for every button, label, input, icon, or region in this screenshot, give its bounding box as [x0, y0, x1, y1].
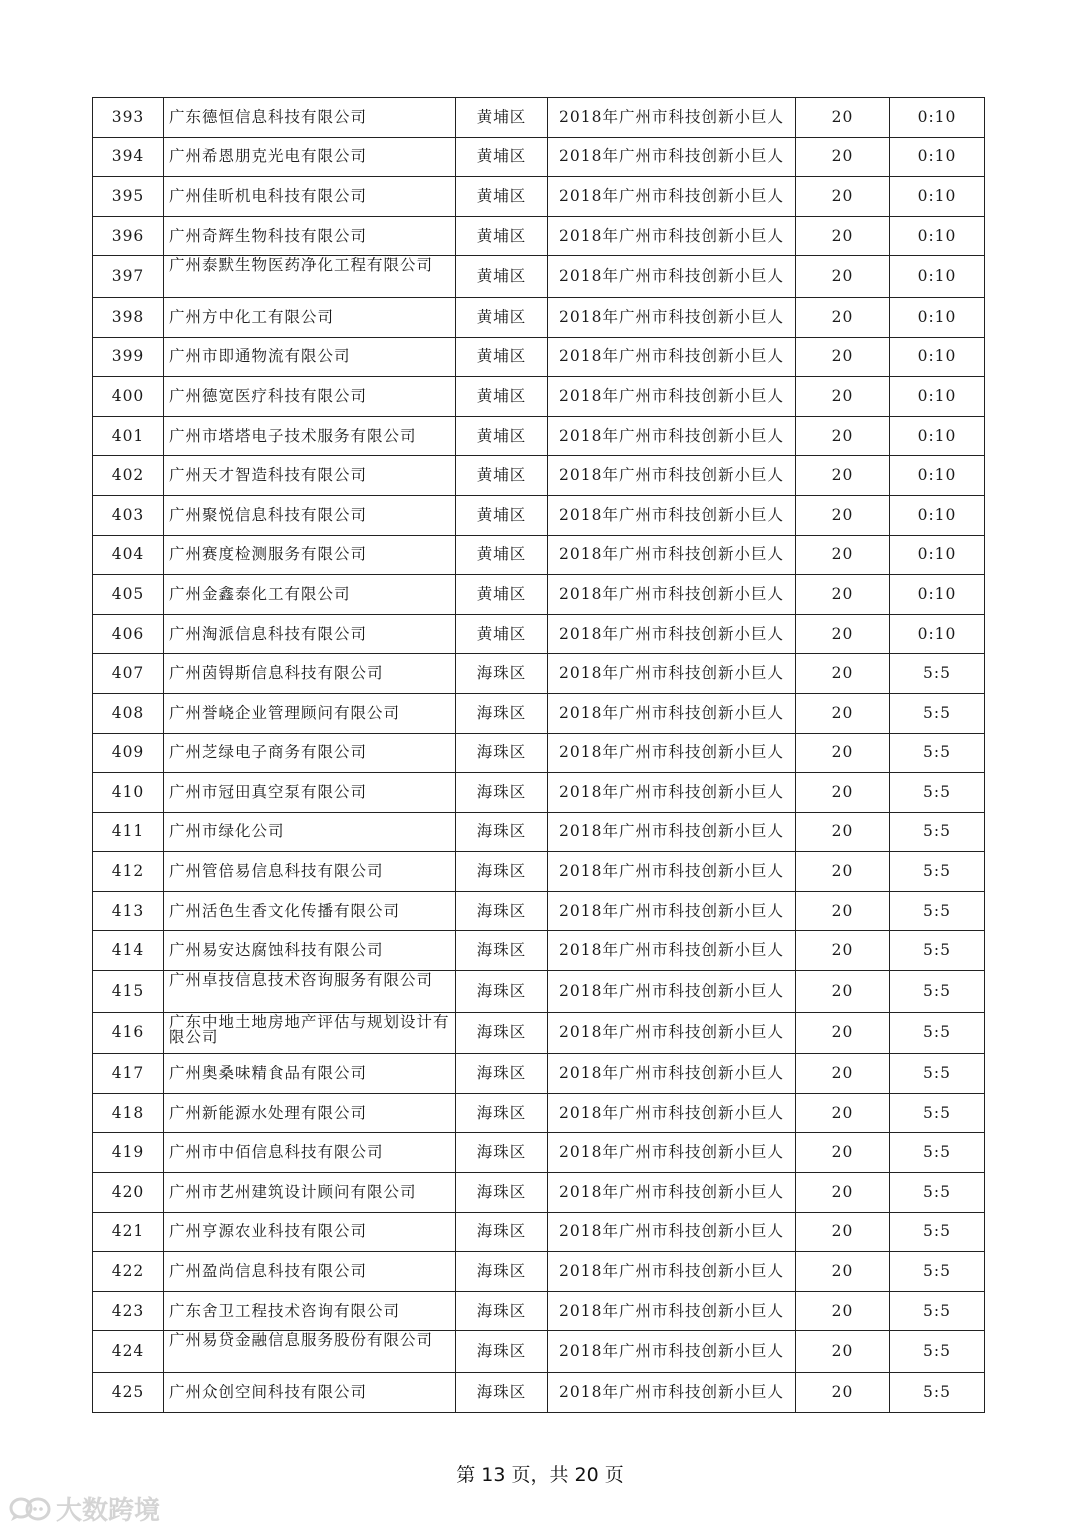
company-name-cell: 广州佳昕机电科技有限公司 — [164, 177, 456, 217]
program-cell: 2018年广州市科技创新小巨人 — [548, 535, 796, 575]
amount-cell: 20 — [796, 535, 890, 575]
district-cell: 黄埔区 — [456, 575, 548, 615]
program-cell: 2018年广州市科技创新小巨人 — [548, 337, 796, 377]
table-row — [93, 1133, 985, 1173]
funding-ratio-cell: 0:10 — [890, 297, 985, 337]
amount-cell: 20 — [796, 1331, 890, 1373]
company-name-cell: 广州易贷金融信息服务股份有限公司 — [164, 1331, 456, 1373]
district-cell: 海珠区 — [456, 1054, 548, 1094]
program-cell: 2018年广州市科技创新小巨人 — [548, 1173, 796, 1213]
amount-cell: 20 — [796, 1093, 890, 1133]
amount-cell: 20 — [796, 1012, 890, 1054]
district-cell: 黄埔区 — [456, 297, 548, 337]
district-cell: 海珠区 — [456, 1373, 548, 1413]
row-number-cell: 413 — [93, 891, 164, 931]
funding-ratio-cell: 0:10 — [890, 456, 985, 496]
table-row — [93, 177, 985, 217]
amount-cell: 20 — [796, 575, 890, 615]
funding-list-sheet — [92, 97, 984, 1413]
row-number-cell: 397 — [93, 256, 164, 298]
company-name-cell: 广州聚悦信息科技有限公司 — [164, 495, 456, 535]
district-cell: 海珠区 — [456, 733, 548, 773]
company-name-cell: 广州卓技信息技术咨询服务有限公司 — [164, 971, 456, 1013]
program-cell: 2018年广州市科技创新小巨人 — [548, 614, 796, 654]
district-cell: 黄埔区 — [456, 456, 548, 496]
row-number-cell: 400 — [93, 377, 164, 417]
company-name-cell: 广州市中佰信息科技有限公司 — [164, 1133, 456, 1173]
row-number-cell: 422 — [93, 1252, 164, 1292]
funding-ratio-cell: 5:5 — [890, 1373, 985, 1413]
program-cell: 2018年广州市科技创新小巨人 — [548, 1291, 796, 1331]
table-row — [93, 495, 985, 535]
funding-ratio-cell: 5:5 — [890, 812, 985, 852]
funding-ratio-cell: 5:5 — [890, 1133, 985, 1173]
amount-cell: 20 — [796, 456, 890, 496]
company-name-cell: 广州市塔塔电子技术服务有限公司 — [164, 416, 456, 456]
district-cell: 黄埔区 — [456, 98, 548, 138]
district-cell: 黄埔区 — [456, 137, 548, 177]
amount-cell: 20 — [796, 1373, 890, 1413]
company-name-cell: 广州亨源农业科技有限公司 — [164, 1212, 456, 1252]
district-cell: 海珠区 — [456, 773, 548, 813]
table-row — [93, 535, 985, 575]
company-name-cell: 广州希恩朋克光电有限公司 — [164, 137, 456, 177]
amount-cell: 20 — [796, 297, 890, 337]
table-row — [93, 297, 985, 337]
row-number-cell: 396 — [93, 216, 164, 256]
program-cell: 2018年广州市科技创新小巨人 — [548, 456, 796, 496]
table-row — [93, 971, 985, 1013]
amount-cell: 20 — [796, 971, 890, 1013]
table-row — [93, 256, 985, 298]
row-number-cell: 425 — [93, 1373, 164, 1413]
amount-cell: 20 — [796, 1212, 890, 1252]
row-number-cell: 420 — [93, 1173, 164, 1213]
amount-cell: 20 — [796, 1252, 890, 1292]
funding-ratio-cell: 0:10 — [890, 98, 985, 138]
row-number-cell: 394 — [93, 137, 164, 177]
funding-ratio-cell: 0:10 — [890, 377, 985, 417]
amount-cell: 20 — [796, 1291, 890, 1331]
table-row — [93, 98, 985, 138]
district-cell: 海珠区 — [456, 1212, 548, 1252]
funding-ratio-cell: 5:5 — [890, 1331, 985, 1373]
amount-cell: 20 — [796, 137, 890, 177]
company-name-cell: 广州管倍易信息科技有限公司 — [164, 852, 456, 892]
district-cell: 海珠区 — [456, 852, 548, 892]
table-row — [93, 852, 985, 892]
funding-ratio-cell: 0:10 — [890, 575, 985, 615]
row-number-cell: 395 — [93, 177, 164, 217]
district-cell: 黄埔区 — [456, 416, 548, 456]
amount-cell: 20 — [796, 216, 890, 256]
row-number-cell: 423 — [93, 1291, 164, 1331]
program-cell: 2018年广州市科技创新小巨人 — [548, 693, 796, 733]
table-row — [93, 1173, 985, 1213]
table-row — [93, 891, 985, 931]
funding-ratio-cell: 5:5 — [890, 1291, 985, 1331]
district-cell: 海珠区 — [456, 971, 548, 1013]
row-number-cell: 404 — [93, 535, 164, 575]
funding-table — [92, 97, 985, 1413]
amount-cell: 20 — [796, 1054, 890, 1094]
row-number-cell: 411 — [93, 812, 164, 852]
company-name-cell: 广州奇辉生物科技有限公司 — [164, 216, 456, 256]
funding-ratio-cell: 5:5 — [890, 931, 985, 971]
district-cell: 海珠区 — [456, 891, 548, 931]
funding-ratio-cell: 0:10 — [890, 177, 985, 217]
watermark — [8, 1490, 160, 1527]
row-number-cell: 410 — [93, 773, 164, 813]
program-cell: 2018年广州市科技创新小巨人 — [548, 1133, 796, 1173]
program-cell: 2018年广州市科技创新小巨人 — [548, 297, 796, 337]
row-number-cell: 406 — [93, 614, 164, 654]
row-number-cell: 403 — [93, 495, 164, 535]
page-number: 第 13 页，共 20 页 — [456, 1464, 624, 1486]
company-name-cell: 广州金鑫泰化工有限公司 — [164, 575, 456, 615]
program-cell: 2018年广州市科技创新小巨人 — [548, 575, 796, 615]
company-name-cell: 广州茵锝斯信息科技有限公司 — [164, 654, 456, 694]
table-row — [93, 693, 985, 733]
table-row — [93, 931, 985, 971]
row-number-cell: 417 — [93, 1054, 164, 1094]
district-cell: 海珠区 — [456, 1291, 548, 1331]
chat-bubble-logo-icon — [8, 1496, 52, 1522]
program-cell: 2018年广州市科技创新小巨人 — [548, 1212, 796, 1252]
company-name-cell: 广州市绿化公司 — [164, 812, 456, 852]
district-cell: 海珠区 — [456, 1173, 548, 1213]
amount-cell: 20 — [796, 256, 890, 298]
company-name-cell: 广州市艺州建筑设计顾问有限公司 — [164, 1173, 456, 1213]
row-number-cell: 408 — [93, 693, 164, 733]
amount-cell: 20 — [796, 177, 890, 217]
program-cell: 2018年广州市科技创新小巨人 — [548, 216, 796, 256]
funding-ratio-cell: 5:5 — [890, 1212, 985, 1252]
table-row — [93, 1252, 985, 1292]
company-name-cell: 广东舍卫工程技术咨询有限公司 — [164, 1291, 456, 1331]
company-name-cell: 广东德恒信息科技有限公司 — [164, 98, 456, 138]
table-row — [93, 416, 985, 456]
row-number-cell: 418 — [93, 1093, 164, 1133]
company-name-cell: 广州泰默生物医药净化工程有限公司 — [164, 256, 456, 298]
table-row — [93, 216, 985, 256]
amount-cell: 20 — [796, 416, 890, 456]
amount-cell: 20 — [796, 614, 890, 654]
row-number-cell: 419 — [93, 1133, 164, 1173]
table-row — [93, 137, 985, 177]
program-cell: 2018年广州市科技创新小巨人 — [548, 256, 796, 298]
amount-cell: 20 — [796, 891, 890, 931]
district-cell: 黄埔区 — [456, 177, 548, 217]
amount-cell: 20 — [796, 773, 890, 813]
district-cell: 黄埔区 — [456, 535, 548, 575]
row-number-cell: 398 — [93, 297, 164, 337]
funding-ratio-cell: 0:10 — [890, 416, 985, 456]
row-number-cell: 412 — [93, 852, 164, 892]
amount-cell: 20 — [796, 693, 890, 733]
district-cell: 海珠区 — [456, 1133, 548, 1173]
program-cell: 2018年广州市科技创新小巨人 — [548, 177, 796, 217]
company-name-cell: 广州天才智造科技有限公司 — [164, 456, 456, 496]
funding-ratio-cell: 0:10 — [890, 337, 985, 377]
district-cell: 海珠区 — [456, 931, 548, 971]
amount-cell: 20 — [796, 495, 890, 535]
amount-cell: 20 — [796, 337, 890, 377]
row-number-cell: 401 — [93, 416, 164, 456]
funding-ratio-cell: 0:10 — [890, 216, 985, 256]
table-row — [93, 1054, 985, 1094]
amount-cell: 20 — [796, 812, 890, 852]
district-cell: 海珠区 — [456, 693, 548, 733]
table-row — [93, 1212, 985, 1252]
amount-cell: 20 — [796, 654, 890, 694]
funding-ratio-cell: 5:5 — [890, 1012, 985, 1054]
row-number-cell: 402 — [93, 456, 164, 496]
district-cell: 海珠区 — [456, 1331, 548, 1373]
watermark-text: 大数跨境 — [56, 1496, 161, 1526]
company-name-cell: 广州市冠田真空泵有限公司 — [164, 773, 456, 813]
amount-cell: 20 — [796, 931, 890, 971]
company-name-cell: 广州盈尚信息科技有限公司 — [164, 1252, 456, 1292]
table-row — [93, 614, 985, 654]
district-cell: 黄埔区 — [456, 337, 548, 377]
funding-ratio-cell: 5:5 — [890, 693, 985, 733]
amount-cell: 20 — [796, 98, 890, 138]
program-cell: 2018年广州市科技创新小巨人 — [548, 137, 796, 177]
district-cell: 海珠区 — [456, 1252, 548, 1292]
district-cell: 黄埔区 — [456, 495, 548, 535]
amount-cell: 20 — [796, 852, 890, 892]
district-cell: 黄埔区 — [456, 377, 548, 417]
table-row — [93, 733, 985, 773]
program-cell: 2018年广州市科技创新小巨人 — [548, 971, 796, 1013]
amount-cell: 20 — [796, 1133, 890, 1173]
program-cell: 2018年广州市科技创新小巨人 — [548, 416, 796, 456]
row-number-cell: 416 — [93, 1012, 164, 1054]
row-number-cell: 415 — [93, 971, 164, 1013]
company-name-cell: 广州淘派信息科技有限公司 — [164, 614, 456, 654]
district-cell: 黄埔区 — [456, 216, 548, 256]
row-number-cell: 399 — [93, 337, 164, 377]
funding-ratio-cell: 5:5 — [890, 971, 985, 1013]
company-name-cell: 广州德宽医疗科技有限公司 — [164, 377, 456, 417]
company-name-cell: 广州方中化工有限公司 — [164, 297, 456, 337]
funding-ratio-cell: 5:5 — [890, 773, 985, 813]
funding-ratio-cell: 5:5 — [890, 1093, 985, 1133]
row-number-cell: 405 — [93, 575, 164, 615]
program-cell: 2018年广州市科技创新小巨人 — [548, 654, 796, 694]
row-number-cell: 414 — [93, 931, 164, 971]
program-cell: 2018年广州市科技创新小巨人 — [548, 1012, 796, 1054]
amount-cell: 20 — [796, 377, 890, 417]
table-row — [93, 654, 985, 694]
district-cell: 黄埔区 — [456, 256, 548, 298]
funding-ratio-cell: 0:10 — [890, 256, 985, 298]
company-name-cell: 广州芝绿电子商务有限公司 — [164, 733, 456, 773]
company-name-cell: 广州市即通物流有限公司 — [164, 337, 456, 377]
district-cell: 黄埔区 — [456, 614, 548, 654]
funding-ratio-cell: 0:10 — [890, 614, 985, 654]
table-row — [93, 1012, 985, 1054]
funding-ratio-cell: 0:10 — [890, 495, 985, 535]
row-number-cell: 424 — [93, 1331, 164, 1373]
row-number-cell: 421 — [93, 1212, 164, 1252]
funding-ratio-cell: 0:10 — [890, 535, 985, 575]
program-cell: 2018年广州市科技创新小巨人 — [548, 1093, 796, 1133]
funding-ratio-cell: 5:5 — [890, 852, 985, 892]
table-row — [93, 1291, 985, 1331]
district-cell: 海珠区 — [456, 654, 548, 694]
company-name-cell: 广东中地土地房地产评估与规划设计有限公司 — [164, 1012, 456, 1054]
table-row — [93, 812, 985, 852]
company-name-cell: 广州赛度检测服务有限公司 — [164, 535, 456, 575]
funding-ratio-cell: 5:5 — [890, 1173, 985, 1213]
amount-cell: 20 — [796, 1173, 890, 1213]
company-name-cell: 广州奥桑味精食品有限公司 — [164, 1054, 456, 1094]
program-cell: 2018年广州市科技创新小巨人 — [548, 1252, 796, 1292]
program-cell: 2018年广州市科技创新小巨人 — [548, 773, 796, 813]
table-row — [93, 377, 985, 417]
funding-ratio-cell: 5:5 — [890, 891, 985, 931]
program-cell: 2018年广州市科技创新小巨人 — [548, 931, 796, 971]
program-cell: 2018年广州市科技创新小巨人 — [548, 377, 796, 417]
company-name-cell: 广州活色生香文化传播有限公司 — [164, 891, 456, 931]
program-cell: 2018年广州市科技创新小巨人 — [548, 1373, 796, 1413]
amount-cell: 20 — [796, 733, 890, 773]
table-row — [93, 456, 985, 496]
funding-ratio-cell: 5:5 — [890, 733, 985, 773]
table-row — [93, 773, 985, 813]
district-cell: 海珠区 — [456, 812, 548, 852]
company-name-cell: 广州誉峣企业管理顾问有限公司 — [164, 693, 456, 733]
program-cell: 2018年广州市科技创新小巨人 — [548, 1331, 796, 1373]
company-name-cell: 广州新能源水处理有限公司 — [164, 1093, 456, 1133]
district-cell: 海珠区 — [456, 1093, 548, 1133]
program-cell: 2018年广州市科技创新小巨人 — [548, 1054, 796, 1094]
funding-ratio-cell: 5:5 — [890, 654, 985, 694]
table-row — [93, 1093, 985, 1133]
funding-ratio-cell: 5:5 — [890, 1252, 985, 1292]
table-body — [93, 98, 985, 1413]
program-cell: 2018年广州市科技创新小巨人 — [548, 98, 796, 138]
table-row — [93, 337, 985, 377]
company-name-cell: 广州众创空间科技有限公司 — [164, 1373, 456, 1413]
funding-ratio-cell: 5:5 — [890, 1054, 985, 1094]
program-cell: 2018年广州市科技创新小巨人 — [548, 891, 796, 931]
program-cell: 2018年广州市科技创新小巨人 — [548, 812, 796, 852]
funding-ratio-cell: 0:10 — [890, 137, 985, 177]
program-cell: 2018年广州市科技创新小巨人 — [548, 495, 796, 535]
row-number-cell: 409 — [93, 733, 164, 773]
district-cell: 海珠区 — [456, 1012, 548, 1054]
program-cell: 2018年广州市科技创新小巨人 — [548, 733, 796, 773]
table-row — [93, 575, 985, 615]
row-number-cell: 393 — [93, 98, 164, 138]
program-cell: 2018年广州市科技创新小巨人 — [548, 852, 796, 892]
table-row — [93, 1373, 985, 1413]
table-row — [93, 1331, 985, 1373]
row-number-cell: 407 — [93, 654, 164, 694]
company-name-cell: 广州易安达腐蚀科技有限公司 — [164, 931, 456, 971]
